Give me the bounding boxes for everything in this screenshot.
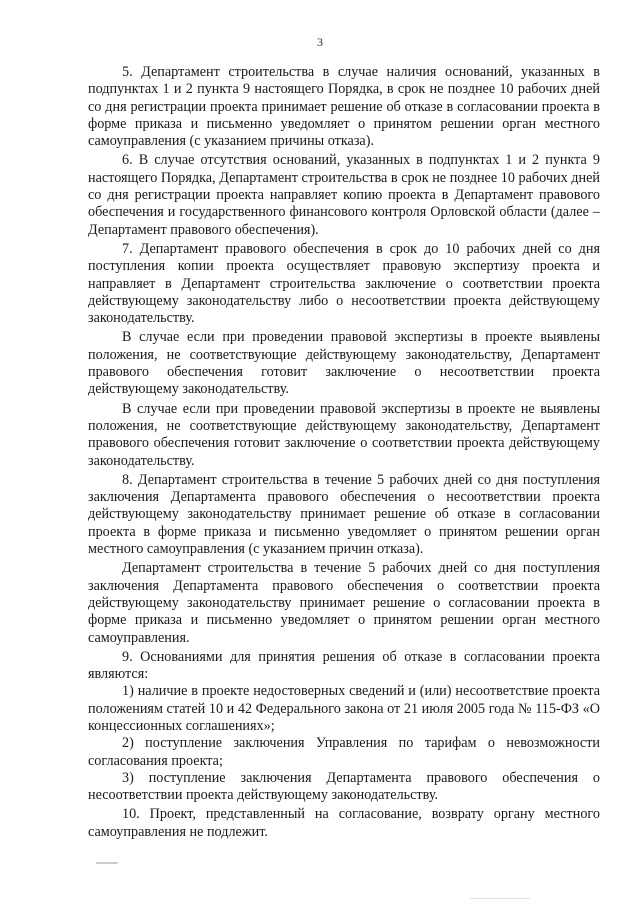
paragraph-5: 5. Департамент строительства в случае наличия оснований, указанных в подпунктах 1 и 2 пункта 9 настоящего Порядка, в срок не позднее 10 рабочих дней со дня регистрации проекта принимает решение об отказе в согласовании проекта в форме приказа и письменно уведомляет о принятом решении орган местного самоуправления (с указанием причины отказа). — [88, 64, 600, 150]
paragraph-9: 9. Основаниями для принятия решения об отказе в согласовании проекта являются: — [88, 648, 600, 683]
paragraph-9-item-3: 3) поступление заключения Департамента правового обеспечения о несоответствии проекта действующему законодательству. — [88, 769, 600, 804]
paragraph-7-case-nonconformity: В случае если при проведении правовой экспертизы в проекте выявлены положения, не соответствующие действующему законодательству, Департамент правового обеспечения готовит заключение о несоответствии проекта действующему законодательству. — [88, 329, 600, 398]
paragraph-8: 8. Департамент строительства в течение 5 рабочих дней со дня поступления заключения Департамента правового обеспечения о несоответствии проекта действующему законодательству принимает решение об отказе в согласовании проекта в форме приказа и письменно уведомляет о принятом решении орган местного самоуправления (с указанием причин отказа). — [88, 471, 600, 558]
scan-artifact — [96, 862, 118, 864]
paragraph-6: 6. В случае отсутствия оснований, указанных в подпунктах 1 и 2 пункта 9 настоящего Порядка, Департамент строительства в срок не позднее 10 рабочих дней со дня регистрации проекта направляет копию проекта в Департамент правового обеспечения и государственного финансового контроля Орловской области (далее – Департамент правового обеспечения). — [88, 152, 600, 238]
page-number: 3 — [317, 35, 323, 49]
paragraph-10: 10. Проект, представленный на согласование, возврату органу местного самоуправления не подлежит. — [88, 806, 600, 840]
paragraph-9-item-2: 2) поступление заключения Управления по тарифам о невозможности согласования проекта; — [88, 735, 600, 769]
paragraph-7-case-conformity: В случае если при проведении правовой экспертизы в проекте не выявлены положения, не соответствующие действующему законодательству, Департамент правового обеспечения готовит заключение о соответствии проекта действующему законодательству. — [88, 400, 600, 469]
paragraph-7: 7. Департамент правового обеспечения в срок до 10 рабочих дней со дня поступления копии проекта осуществляет правовую экспертизу проекта и направляет в Департамент строительства заключение о соответствии проекта действующему законодательству либо о несоответствии проекта действующему законодательству. — [88, 240, 600, 327]
paragraph-9-item-1: 1) наличие в проекте недостоверных сведений и (или) несоответствие проекта положениям статей 10 и 42 Федерального закона от 21 июля 2005 года № 115-ФЗ «О концессионных соглашениях»; — [88, 683, 600, 734]
scan-artifact-bottom — [470, 898, 530, 899]
paragraph-8-approval: Департамент строительства в течение 5 рабочих дней со дня поступления заключения Департамента правового обеспечения о соответствии проекта действующему законодательству принимает решение о согласовании проекта в форме приказа и письменно уведомляет о принятом решении орган местного самоуправления. — [88, 560, 600, 646]
document-body — [88, 64, 600, 841]
